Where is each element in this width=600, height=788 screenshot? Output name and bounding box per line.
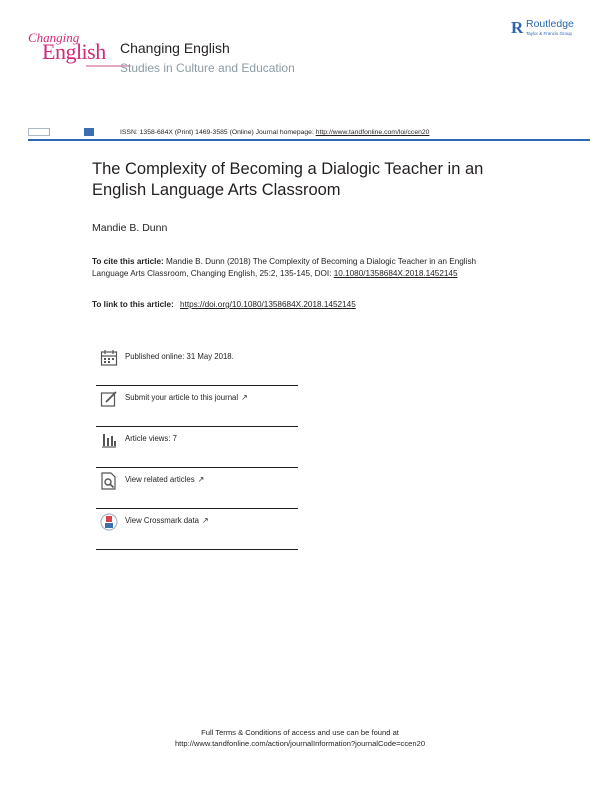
- publisher-tagline: Taylor & Francis Group: [526, 31, 573, 36]
- published-online-row: [96, 345, 298, 386]
- journal-subtitle: Studies in Culture and Education: [120, 61, 295, 75]
- calendar-icon: [100, 349, 118, 367]
- bar-chart-icon: [100, 431, 118, 449]
- footer-terms-link[interactable]: http://www.tandfonline.com/action/journalInformation?journalCode=ccen20: [174, 739, 426, 748]
- cite-label: To cite this article:: [92, 257, 164, 266]
- related-articles-row[interactable]: [96, 468, 298, 509]
- journal-logo: [28, 30, 106, 70]
- search-document-icon: [100, 472, 118, 490]
- submit-article-label: Submit your article to this journal: [125, 393, 239, 402]
- submit-article-row[interactable]: [96, 386, 298, 427]
- related-articles-link[interactable]: [125, 475, 204, 484]
- issn-text: ISSN: 1358-684X (Print) 1469-3585 (Online) Journal homepage:: [120, 129, 316, 136]
- edit-icon: [100, 390, 118, 408]
- article-info-list: [96, 345, 298, 550]
- crossmark-icon: [100, 513, 118, 531]
- publisher-logo: [511, 18, 591, 40]
- related-articles-label: View related articles: [125, 475, 195, 484]
- publisher-mark: R: [511, 18, 524, 37]
- external-link-icon: ↗: [201, 516, 209, 525]
- link-label: To link to this article:: [92, 300, 174, 309]
- journal-mini-logo: [28, 128, 50, 136]
- crossmark-label: View Crossmark data: [125, 516, 199, 525]
- footer-terms-text: Full Terms & Conditions of access and use can be found at: [201, 728, 399, 737]
- published-online-text: Published online: 31 May 2018.: [125, 352, 234, 361]
- footer: [0, 727, 600, 749]
- cite-doi-link[interactable]: 10.1080/1358684X.2018.1452145: [333, 269, 458, 278]
- article-author: Mandie B. Dunn: [92, 222, 168, 234]
- journal-homepage-link[interactable]: http://www.tandfonline.com/loi/ccen20: [315, 129, 430, 136]
- external-link-icon: ↗: [197, 475, 205, 484]
- article-doi-link[interactable]: https://doi.org/10.1080/1358684X.2018.1452145: [180, 300, 356, 309]
- publisher-mini-logo: [84, 128, 94, 136]
- publisher-name: Routledge: [526, 18, 574, 30]
- crossmark-row[interactable]: [96, 509, 298, 550]
- article-views-text: Article views: 7: [125, 434, 177, 443]
- logo-text-english: English: [42, 39, 106, 64]
- external-link-icon: ↗: [241, 393, 248, 402]
- link-block: [92, 300, 356, 309]
- header-rule: [28, 139, 590, 141]
- article-title: The Complexity of Becoming a Dialogic Teacher in an English Language Arts Classroom: [92, 160, 484, 199]
- citation-block: [92, 256, 487, 280]
- journal-title: Changing English: [120, 40, 230, 56]
- cite-text: Mandie B. Dunn (2018) The Complexity of Becoming a Dialogic Teacher in an English Language Arts Classroom, Changing English, 25:2, 135-145, DOI:: [92, 257, 477, 278]
- submit-article-link[interactable]: [125, 393, 248, 402]
- logo-text-changing: Changing: [28, 30, 80, 45]
- article-views-row: [96, 427, 298, 468]
- crossmark-link[interactable]: [125, 516, 209, 525]
- issn-line: [120, 129, 429, 136]
